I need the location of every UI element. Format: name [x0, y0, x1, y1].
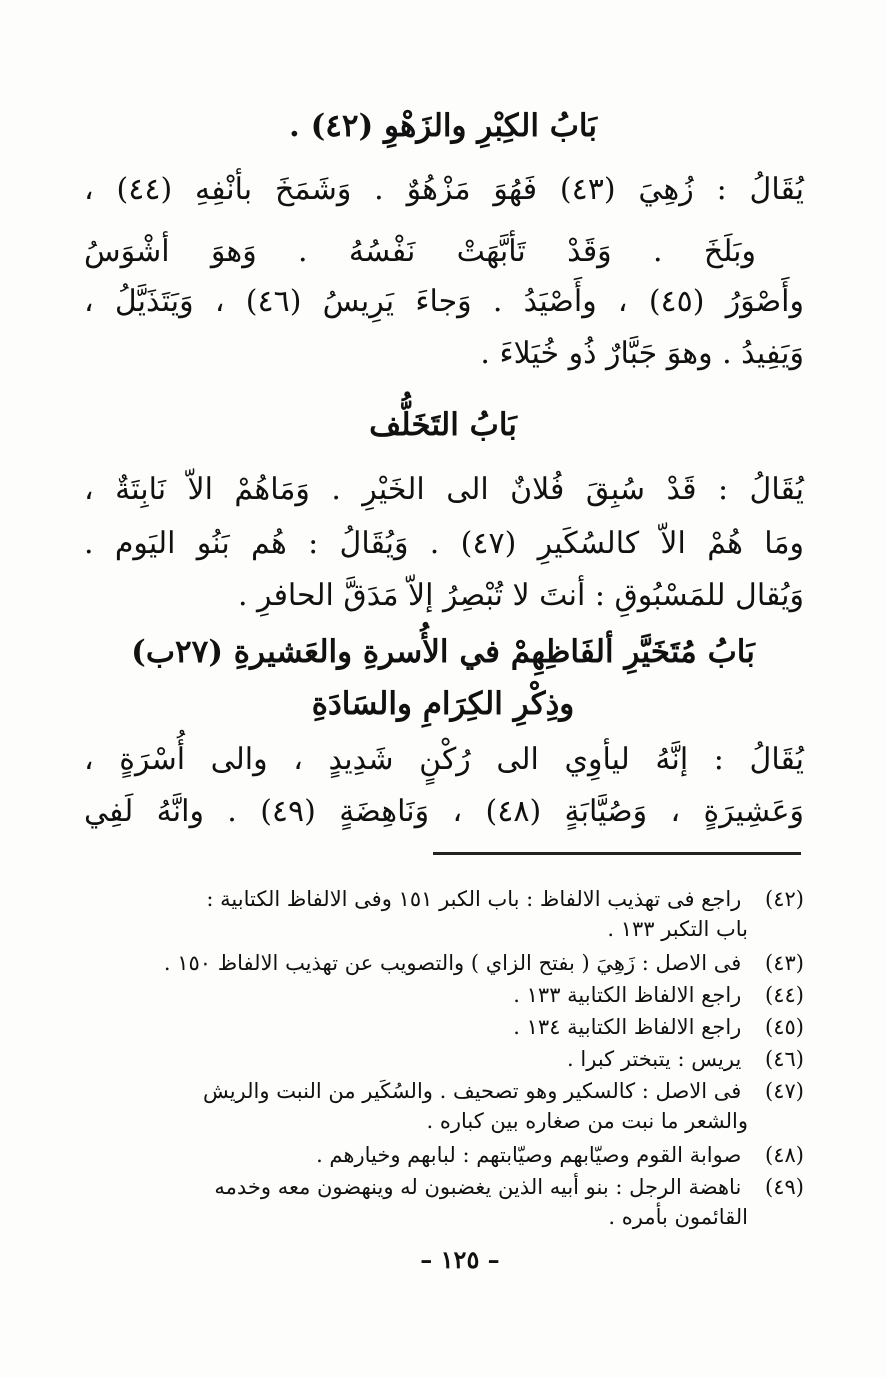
text-line: ومَا هُمْ الاّ كالسُكَيرِ (٤٧) . وَيُقَالُ : هُم بَنُو اليَوم .	[84, 526, 804, 561]
page-number: – ١٢٥ –	[420, 1245, 500, 1274]
footnote-number: (٤٨)	[765, 1143, 804, 1167]
footnote-text: راجع الالفاظ الكتابية ١٣٣ .	[513, 983, 742, 1007]
text-line: وَيَفِيدُ . وهوَ جَبَّارٌ ذُو خُيَلاءَ .	[480, 336, 804, 371]
section-heading-arrogance: بَابُ الكِبْرِ والزَهْوِ (٤٢) .	[288, 108, 597, 144]
text-line: وأَصْوَرُ (٤٥) ، وأَصْيَدُ . وَجاءَ يَرِيسُ (٤٦) ، وَيَتَذَيَّلُ ،	[84, 284, 804, 319]
footnote-text: ناهضة الرجل : بنو أبيه الذين يغضبون له وينهضون معه وخدمه	[214, 1175, 742, 1199]
footnote-45	[84, 1012, 804, 1042]
footnote-47-continued: والشعر ما نبت من صغاره بين كباره .	[426, 1109, 748, 1133]
footnote-43	[84, 948, 804, 978]
footnote-text: فى الاصل : كالسكير وهو تصحيف . والسُكَير من النبت والريش	[202, 1079, 742, 1103]
footnote-text: يريس : يتبختر كبرا .	[567, 1047, 742, 1071]
footnote-42-continued: باب التكبر ١٣٣ .	[607, 917, 748, 941]
text-line: يُقَالُ : زُهِيَ (٤٣) فَهُوَ مَزْهُوٌ . وَشَمَخَ بأنْفِهِ (٤٤) ،	[84, 172, 804, 207]
footnote-number: (٤٥)	[765, 1015, 804, 1039]
footnote-46	[84, 1044, 804, 1074]
text-line: وَيُقال للمَسْبُوقِ : أنتَ لا تُبْصِرُ إلاّ مَدَقَّ الحافرِ .	[237, 578, 804, 613]
footnote-49	[84, 1172, 804, 1202]
footnote-number: (٤٤)	[765, 983, 804, 1007]
footnote-42	[84, 884, 804, 914]
text-line: يُقَالُ : قَدْ سُبِقَ فُلانٌ الى الخَيْرِ . وَمَاهُمْ الاّ نَابِتَةٌ ،	[84, 472, 804, 507]
text-line: يُقَالُ : إنَّهُ ليأوِي الى رُكْنٍ شَدِيدٍ ، والى أُسْرَةٍ ،	[84, 742, 804, 777]
footnote-number: (٤٩)	[765, 1175, 804, 1199]
footnote-48	[84, 1140, 804, 1170]
footnote-text: راجع الالفاظ الكتابية ١٣٤ .	[513, 1015, 742, 1039]
footnote-text: راجع فى تهذيب الالفاظ : باب الكبر ١٥١ وفى الالفاظ الكتابية :	[206, 887, 742, 911]
footnote-number: (٤٧)	[765, 1079, 804, 1103]
footnote-number: (٤٣)	[765, 951, 804, 975]
footnote-text: صوابة القوم وصيّابهم وصيّابتهم : لبابهم وخيارهم .	[316, 1143, 742, 1167]
footnote-49-continued: القائمون بأمره .	[608, 1205, 748, 1229]
footnote-divider	[433, 852, 801, 855]
footnote-text: فى الاصل : زَهِيَ ( بفتح الزاي ) والتصويب عن تهذيب الالفاظ ١٥٠ .	[163, 951, 742, 975]
footnote-44	[84, 980, 804, 1010]
footnote-number: (٤٢)	[765, 887, 804, 911]
section-heading-family: بَابُ مُتَخَيَّرِ ألفَاظِهِمْ في الأُسرةِ والعَشيرةِ (٢٧ب)	[131, 634, 755, 670]
section-subheading: وذِكْرِ الكِرَامِ والسَادَةِ	[311, 686, 575, 722]
footnote-47	[84, 1076, 804, 1106]
text-line: وَعَشِيرَةٍ ، وَصُيَّابَةٍ (٤٨) ، وَنَاهِضَةٍ (٤٩) . وانَّهُ لَفِي	[84, 794, 804, 829]
text-line: وبَلَخَ . وَقَدْ تَأبَّهَتْ نَفْسُهُ . وَهوَ أشْوَسُ	[84, 234, 756, 269]
footnote-number: (٤٦)	[765, 1047, 804, 1071]
section-heading-lagging: بَابُ التَخَلُّف	[369, 407, 517, 443]
